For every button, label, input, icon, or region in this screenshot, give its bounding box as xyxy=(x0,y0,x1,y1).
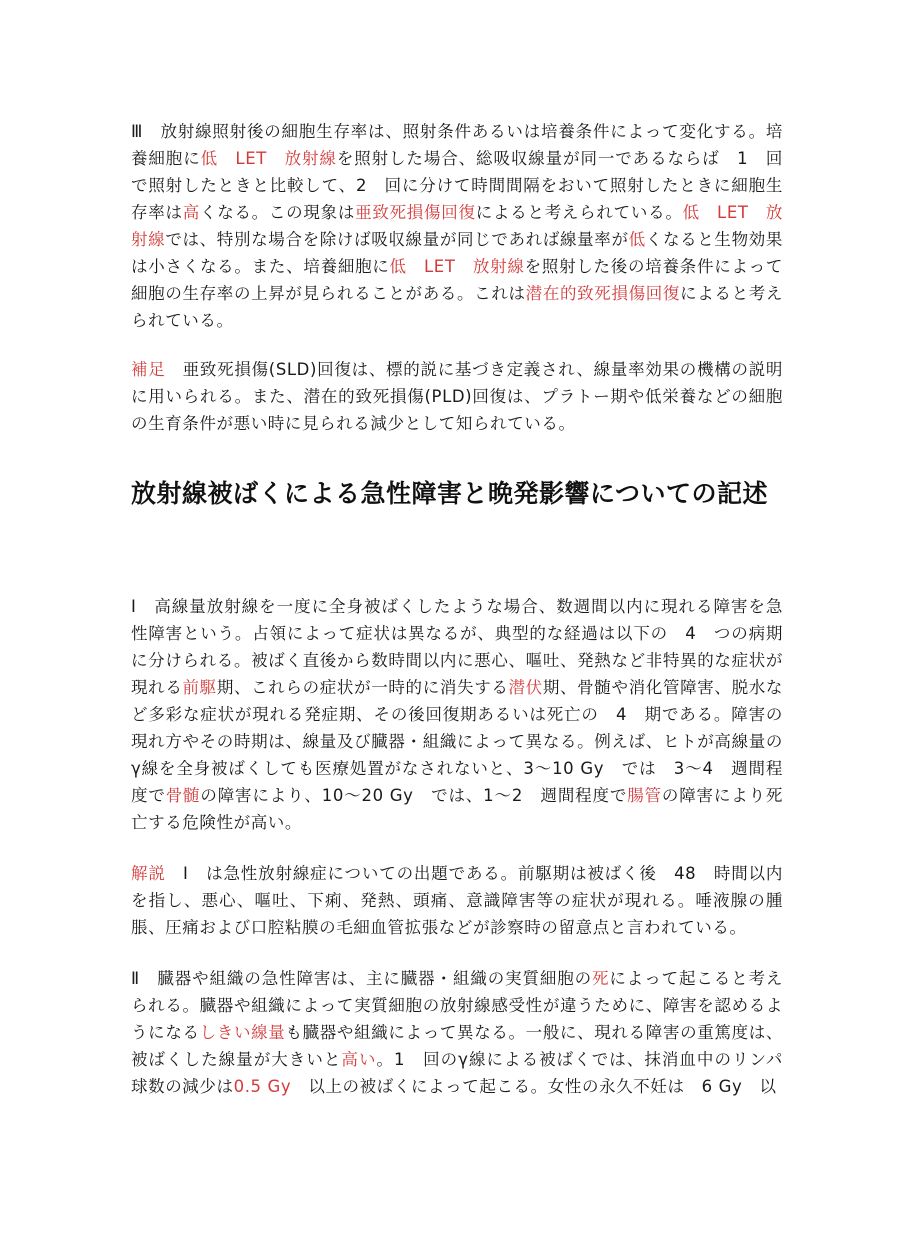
highlighted-term: 潜在的致死損傷回復 xyxy=(525,284,681,303)
text-segment: Ⅱ 臓器や組織の急性障害は、主に臓器・組織の実質細胞の xyxy=(131,969,593,988)
highlighted-term: 低 LET 放射線 xyxy=(200,149,337,168)
paragraph-section-2 xyxy=(131,965,783,1100)
section-heading: 放射線被ばくによる急性障害と晩発影響についての記述 xyxy=(131,479,769,508)
highlighted-term: 腸管 xyxy=(627,786,662,805)
text-segment: 亜致死損傷(SLD)回復は、標的説に基づき定義され、線量率効果の機構の説明に用いられる。また、潜在的致死損傷(PLD)回復は、プラトー期や低栄養などの細胞の生育条件が悪い時に見られる減少として知られている。 xyxy=(131,360,783,433)
text-segment: によって起こると考えられる。臓器や組織によって実質細胞の放射線感受性が違うために、障害を認めるようになる xyxy=(131,969,783,1042)
highlighted-term: 死 xyxy=(592,969,610,988)
text-segment: によると考えられている。 xyxy=(131,284,783,330)
highlighted-term: 前駆 xyxy=(182,678,217,697)
text-segment: を照射した場合、総吸収線量が同一であるならば 1 回で照射したときと比較して、2 回に分けて時間間隔をおいて照射したときに細胞生存率は xyxy=(131,149,783,222)
text-segment: によると考えられている。 xyxy=(475,203,683,222)
text-segment: Ⅲ 放射線照射後の細胞生存率は、照射条件あるいは培養条件によって変化する。培養細胞に xyxy=(131,122,783,168)
highlighted-term: 潜伏 xyxy=(508,678,543,697)
paragraph-section-1 xyxy=(131,593,783,836)
text-segment: Ⅰ 高線量放射線を一度に全身被ばくしたような場合、数週間以内に現れる障害を急性障害という。占領によって症状は異なるが、典型的な経過は以下の 4 つの病期に分けられる。被ばく直後から数時間以内に悪心、嘔吐、発熱など非特異的な症状が現れる xyxy=(131,597,783,697)
text-segment: も臓器や組織によって異なる。一般に、現れる障害の重篤度は、被ばくした線量が大きいと xyxy=(131,1023,783,1069)
highlighted-term: 低 LET 放射線 xyxy=(131,203,784,249)
text-segment: 。1 回のγ線による被ばくでは、抹消血中のリンパ球数の減少は xyxy=(131,1050,784,1096)
text-segment: 期、骨髄や消化管障害、脱水など多彩な症状が現れる発症期、その後回復期あるいは死亡の 4 期である。障害の現れ方やその時期は、線量及び臓器・組織によって異なる。例えば、ヒトが高線量のγ線を全身被ばくしても医療処置がなされないと、3～10 Gy では 3～4 週間程度で xyxy=(131,678,784,805)
highlighted-term: 低 xyxy=(628,230,646,249)
highlighted-term: 解説 xyxy=(131,864,166,883)
text-segment: の障害により、10～20 Gy では、1～2 週間程度で xyxy=(200,786,628,805)
text-segment: 期、これらの症状が一時的に消失する xyxy=(216,678,509,697)
highlighted-term: 低 LET 放射線 xyxy=(389,257,525,276)
paragraph-supplement xyxy=(131,356,783,437)
text-segment: くなると生物効果は小さくなる。また、培養細胞に xyxy=(131,230,784,276)
paragraph-explanation xyxy=(131,860,783,941)
paragraph-section-3 xyxy=(131,118,783,334)
highlighted-term: 骨髄 xyxy=(165,786,201,805)
text-segment: では、特別な場合を除けば吸収線量が同じであれば線量率が xyxy=(165,230,629,249)
highlighted-term: 補足 xyxy=(131,360,166,379)
text-segment: の障害により死亡する危険性が高い。 xyxy=(131,786,784,832)
highlighted-term: 亜致死損傷回復 xyxy=(355,203,476,222)
text-segment: を照射した後の培養条件によって細胞の生存率の上昇が見られることがある。これは xyxy=(131,257,784,303)
highlighted-term: 0.5 Gy xyxy=(233,1077,292,1096)
highlighted-term: しきい線量 xyxy=(199,1023,286,1042)
text-segment: くなる。この現象は xyxy=(199,203,356,222)
text-segment: 以上の被ばくによって起こる。女性の永久不妊は 6 Gy 以 xyxy=(291,1077,777,1096)
text-segment: Ⅰ は急性放射線症についての出題である。前駆期は被ばく後 48 時間以内を指し、悪心、嘔吐、下痢、発熱、頭痛、意識障害等の症状が現れる。唾液腺の腫脹、圧痛および口腔粘膜の毛細血管拡張などが診察時の留意点と言われている。 xyxy=(131,864,784,937)
highlighted-term: 高い xyxy=(341,1050,377,1069)
highlighted-term: 高 xyxy=(182,203,200,222)
